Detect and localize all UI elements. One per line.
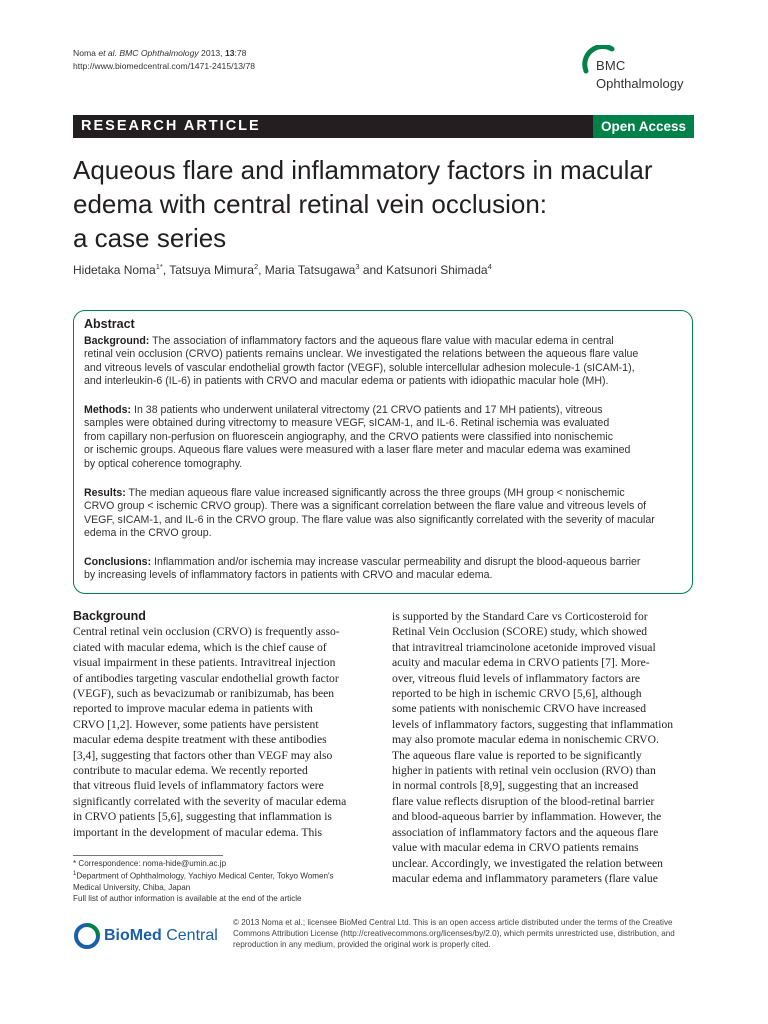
- author-affiliation-sup: 3: [355, 262, 360, 271]
- abstract-text: Inflammation and/or ischemia may increase vascular permeability and disrupt the blood-aqueous barrier: [151, 556, 641, 568]
- body-text-line: reported to be high in ischemic CRVO [5,6], although: [392, 687, 642, 701]
- body-text-line: higher in patients with retinal vein occlusion (RVO) than: [392, 764, 656, 778]
- body-text-line: over, vitreous fluid levels of inflammatory factors are: [392, 671, 641, 685]
- abstract-line: VEGF, sICAM-1, and IL-6 in the CRVO group. The flare value was also significantly correlated with the severity of macular: [84, 513, 655, 526]
- abstract-line: by increasing levels of inflammatory factors in patients with CRVO and macular edema.: [84, 569, 493, 582]
- section-heading: Background: [73, 609, 146, 623]
- body-column-left: [73, 609, 373, 840]
- correspondence-note[interactable]: * Correspondence: noma-hide@umin.ac.jp: [73, 859, 227, 868]
- body-text-line: (VEGF), such as bevacizumab or ranibizumab, has been: [73, 687, 335, 701]
- citation-url[interactable]: http://www.biomedcentral.com/1471-2415/13/78: [73, 60, 256, 71]
- citation-authors: Noma: [73, 48, 96, 58]
- affiliation-sup: 1: [73, 871, 77, 878]
- abstract-line: [84, 556, 689, 569]
- abstract-line: and vitreous levels of vascular endothelial growth factor (VEGF), soluble intercellular adhesion molecule-1 (sICAM-1),: [84, 361, 635, 374]
- wordmark-bio: Bio: [104, 927, 130, 944]
- body-text-line: macular edema despite treatment with these antibodies: [73, 733, 327, 747]
- body-text-line: Retinal Vein Occlusion (SCORE) study, which showed: [392, 625, 648, 639]
- journal-logo-name: Ophthalmology: [596, 76, 684, 91]
- body-text-line: is supported by the Standard Care vs Corticosteroid for: [392, 610, 648, 623]
- abstract-line: [84, 335, 689, 348]
- biomed-central-wordmark: [104, 927, 218, 945]
- abstract-label: Conclusions:: [84, 556, 152, 568]
- article-title: [73, 153, 713, 255]
- body-text-line: association of inflammatory factors and the aqueous flare: [392, 825, 659, 839]
- citation-article: :78: [234, 48, 247, 58]
- biomed-central-ring-logo-icon: [73, 922, 101, 950]
- footnotes: [73, 858, 334, 905]
- abstract-line: retinal vein occlusion (CRVO) patients remains unclear. We investigated the relations between the aqueous flare value: [84, 348, 639, 361]
- body-text-line: The aqueous flare value is reported to be significantly: [392, 748, 642, 762]
- author-affiliation-sup: 4: [487, 262, 492, 271]
- author-list: [73, 262, 492, 277]
- abstract-text: In 38 patients who underwent unilateral vitrectomy (21 CRVO patients and 17 MH patients), vitreous: [131, 404, 603, 416]
- author-affiliation-sup: 1*: [155, 262, 163, 271]
- abstract-line: [84, 487, 689, 500]
- body-text-line: macular edema and inflammatory parameters (flare value: [392, 871, 658, 885]
- license-line: reproduction in any medium, provided the original work is properly cited.: [233, 940, 491, 950]
- author-name[interactable]: Hidetaka Noma: [73, 263, 156, 277]
- author-name[interactable]: and Katsunori Shimada: [359, 263, 488, 277]
- abstract-line: edema in the CRVO group.: [84, 527, 212, 540]
- abstract-line: from capillary non-perfusion on fluorescein angiography, and the CRVO patients were classified into nonischemic: [84, 430, 613, 443]
- abstract-line: samples were obtained during vitrectomy to measure VEGF, sICAM-1, and IL-6. Retinal ischemia was evaluated: [84, 417, 610, 430]
- biomed-central-logo: [73, 919, 223, 953]
- body-text-line: CRVO [1,2]. However, some patients have persistent: [73, 717, 319, 731]
- abstract-text: The association of inflammatory factors and the aqueous flare value with macular edema in central: [149, 335, 614, 347]
- body-text-line: acuity and macular edema in CRVO patients [7]. More-: [392, 656, 650, 670]
- abstract-label: Methods:: [84, 404, 132, 416]
- body-text-line: important in the development of macular edema. This: [73, 825, 322, 839]
- body-text-line: that vitreous fluid levels of inflammatory factors were: [73, 779, 324, 793]
- abstract-results: [84, 487, 689, 541]
- citation-journal: BMC Ophthalmology: [119, 48, 199, 58]
- article-type-label: RESEARCH ARTICLE: [81, 118, 261, 134]
- affiliation-text: Department of Ophthalmology, Yachiyo Medical Center, Tokyo Women's: [76, 871, 334, 881]
- citation-year: 2013,: [201, 48, 223, 58]
- body-paragraph: [73, 624, 373, 840]
- abstract-label: Results:: [84, 487, 126, 499]
- abstract-line: by optical coherence tomography.: [84, 457, 243, 470]
- body-text-line: reported to improve macular edema in patients with: [73, 702, 313, 716]
- body-text-line: in normal controls [8,9], suggesting that an increased: [392, 779, 639, 793]
- abstract-text: The median aqueous flare value increased significantly across the three groups (MH group < nonischemic: [125, 487, 625, 499]
- author-name[interactable]: , Maria Tatsugawa: [258, 263, 356, 277]
- author-info-note: Full list of author information is available at the end of the article: [73, 894, 302, 904]
- body-text-line: Central retinal vein occlusion (CRVO) is frequently asso-: [73, 625, 340, 639]
- abstract-label: Background:: [84, 335, 150, 347]
- license-line[interactable]: Commons Attribution License (http://creativecommons.org/licenses/by/2.0), which permits unrestricted use, distribution, and: [233, 929, 675, 939]
- body-text-line: that intravitreal triamcinolone acetonide improved visual: [392, 640, 656, 654]
- license-text: [233, 917, 675, 951]
- journal-logo-brand: BMC: [596, 58, 626, 73]
- wordmark-central: Central: [161, 927, 218, 944]
- article-type-banner: [73, 115, 694, 138]
- body-text-line: may also promote macular edema in nonischemic CRVO.: [392, 733, 659, 747]
- citation-etal: et al.: [98, 48, 117, 58]
- license-line: © 2013 Noma et al.; licensee BioMed Central Ltd. This is an open access article distributed under the terms of the Creative: [233, 918, 673, 927]
- affiliation-line: Medical University, Chiba, Japan: [73, 883, 191, 893]
- citation-volume: 13: [224, 48, 235, 58]
- wordmark-med: Med: [129, 927, 162, 944]
- abstract-line: [84, 404, 689, 417]
- body-text-line: some patients with nonischemic CRVO have increased: [392, 702, 647, 716]
- journal-logo: [582, 45, 702, 95]
- title-line: a case series: [73, 223, 227, 253]
- footnote-divider: [73, 855, 223, 856]
- abstract-methods: [84, 404, 689, 471]
- body-text-line: value with macular edema in CRVO patients remains: [392, 841, 639, 855]
- body-text-line: flare value reflects disruption of the blood-retinal barrier: [392, 794, 655, 808]
- title-line: Aqueous flare and inflammatory factors in macular: [73, 155, 653, 185]
- body-text-line: levels of inflammatory factors, suggesting that inflammation: [392, 717, 674, 731]
- title-line: edema with central retinal vein occlusion:: [73, 189, 548, 219]
- citation-header: [73, 47, 255, 72]
- body-column-right: [392, 609, 694, 886]
- abstract-line: and interleukin-6 (IL-6) in patients with CRVO and macular edema or patients with idiopathic macular hole (MH).: [84, 375, 609, 388]
- abstract-conclusions: [84, 556, 689, 583]
- author-name[interactable]: , Tatsuya Mimura: [162, 263, 254, 277]
- author-affiliation-sup: 2: [253, 262, 259, 271]
- body-text-line: contribute to macular edema. We recently reported: [73, 764, 308, 778]
- body-text-line: unclear. Accordingly, we investigated the relation between: [392, 856, 663, 870]
- body-text-line: of antibodies targeting vascular endothelial growth factor: [73, 671, 339, 685]
- abstract-line: or ischemic groups. Aqueous flare values were measured with a laser flare meter and macular edema was examined: [84, 444, 631, 457]
- body-text-line: ciated with macular edema, which is the chief cause of: [73, 640, 327, 654]
- body-text-line: visual impairment in these patients. Intravitreal injection: [73, 656, 336, 670]
- body-paragraph: [392, 609, 694, 886]
- citation-line: [73, 47, 255, 60]
- body-text-line: significantly correlated with the severity of macular edema: [73, 794, 347, 808]
- body-text-line: in CRVO patients [5,6], suggesting that inflammation is: [73, 810, 332, 824]
- affiliation-line: [73, 869, 334, 882]
- open-access-badge: Open Access: [593, 115, 694, 138]
- body-text-line: [3,4], suggesting that factors other than VEGF may also: [73, 748, 333, 762]
- abstract-heading: Abstract: [84, 317, 135, 331]
- body-text-line: and blood-aqueous barrier by inflammation. However, the: [392, 810, 662, 824]
- abstract-background: [84, 335, 689, 389]
- abstract-line: CRVO group < ischemic CRVO group). There was a significant correlation between the flare value and vitreous levels of: [84, 500, 647, 513]
